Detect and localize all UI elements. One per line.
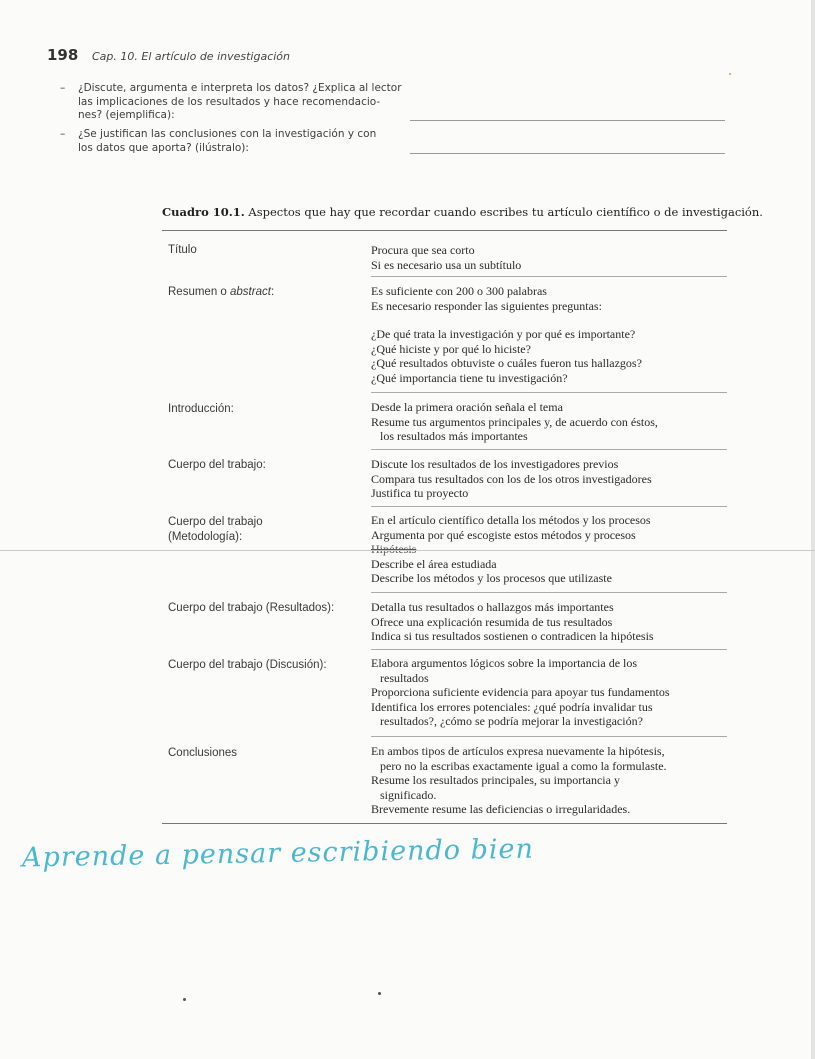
content-line: ¿Qué resultados obtuviste o cuáles fueron tus hallazgos? bbox=[371, 356, 642, 370]
question-line: ¿Discute, argumenta e interpreta los datos? ¿Explica al lector bbox=[78, 82, 402, 94]
content-line: resultados bbox=[380, 670, 429, 685]
caption-text: Aspectos que hay que recordar cuando escribes tu artículo científico o de investigación. bbox=[248, 205, 763, 219]
label-line: (Metodología): bbox=[168, 530, 243, 543]
content-line: significado. bbox=[380, 787, 437, 802]
caption-number: Cuadro 10.1. bbox=[162, 205, 245, 219]
content-line: Justifica tu proyecto bbox=[371, 486, 469, 500]
spacer bbox=[371, 313, 731, 327]
bullet-dash: – bbox=[60, 82, 66, 94]
row-label: Cuerpo del trabajo (Resultados): bbox=[168, 602, 335, 614]
row-content bbox=[371, 243, 731, 272]
row-content bbox=[371, 284, 731, 385]
row-label bbox=[168, 285, 274, 300]
row-divider bbox=[371, 736, 727, 737]
question-text bbox=[78, 128, 408, 155]
question-text bbox=[78, 82, 408, 123]
row-content bbox=[371, 656, 731, 729]
label-italic: abstract bbox=[230, 286, 271, 298]
row-label: Cuerpo del trabajo (Discusión): bbox=[168, 659, 327, 671]
table-bottom-rule bbox=[162, 823, 727, 824]
content-line: los resultados más importantes bbox=[380, 429, 528, 443]
content-line: Elabora argumentos lógicos sobre la importancia de los bbox=[371, 656, 638, 670]
row-divider bbox=[371, 649, 727, 650]
row-content bbox=[371, 744, 731, 817]
page-number: 198 bbox=[47, 46, 79, 64]
content-line: Identifica los errores potenciales: ¿qué podría invalidar tus bbox=[371, 699, 653, 714]
row-divider bbox=[371, 276, 727, 277]
question-line: los datos que aporta? (ilústralo): bbox=[78, 141, 249, 154]
page-edge-shadow bbox=[811, 0, 815, 1059]
row-label: Título bbox=[168, 244, 197, 256]
content-line: Es necesario responder las siguientes preguntas: bbox=[371, 298, 602, 313]
bullet-dash: – bbox=[60, 128, 66, 140]
chapter-title: Cap. 10. El artículo de investigación bbox=[92, 50, 291, 63]
table-caption bbox=[162, 205, 763, 219]
row-label: Conclusiones bbox=[168, 747, 238, 759]
content-line: ¿De qué trata la investigación y por qué es importante? bbox=[371, 327, 636, 341]
row-divider bbox=[371, 392, 727, 393]
question-line: ¿Se justifican las conclusiones con la investigación y con bbox=[78, 128, 377, 140]
content-line: Es suficiente con 200 o 300 palabras bbox=[371, 284, 547, 298]
row-content bbox=[371, 400, 731, 444]
label-tail: : bbox=[270, 286, 275, 298]
table-top-rule bbox=[162, 230, 727, 231]
row-label: Cuerpo del trabajo: bbox=[168, 459, 266, 471]
content-line: Brevemente resume las deficiencias o irregularidades. bbox=[371, 802, 631, 816]
content-line: Proporciona suficiente evidencia para apoyar tus fundamentos bbox=[371, 685, 670, 699]
content-line: Procura que sea corto bbox=[371, 243, 475, 257]
content-line: Detalla tus resultados o hallazgos más importantes bbox=[371, 600, 614, 614]
content-line: pero no la escribas exactamente igual a como la formulaste. bbox=[380, 758, 667, 773]
content-line: Desde la primera oración señala el tema bbox=[371, 400, 563, 414]
content-line: ¿Qué hiciste y por qué lo hiciste? bbox=[371, 341, 531, 356]
content-line: Ofrece una explicación resumida de tus resultados bbox=[371, 614, 613, 629]
content-line: Si es necesario usa un subtítulo bbox=[371, 257, 522, 272]
row-label: Introducción: bbox=[168, 403, 234, 415]
handwritten-note: Aprende a pensar escribiendo bien bbox=[21, 833, 535, 874]
content-line: resultados?, ¿cómo se podría mejorar la investigación? bbox=[380, 714, 643, 728]
row-content bbox=[371, 457, 731, 501]
content-line-struck: Hipótesis bbox=[371, 542, 417, 556]
content-line: En ambos tipos de artículos expresa nuevamente la hipótesis, bbox=[371, 744, 665, 758]
scan-artifact-line bbox=[0, 550, 815, 551]
content-line: Compara tus resultados con los de los otros investigadores bbox=[371, 471, 652, 486]
content-line: Resume los resultados principales, su importancia y bbox=[371, 773, 620, 787]
speck bbox=[729, 73, 731, 75]
row-divider bbox=[371, 506, 727, 507]
answer-line bbox=[410, 120, 725, 121]
speck bbox=[183, 998, 186, 1001]
label-text: Resumen o bbox=[168, 286, 231, 298]
speck bbox=[378, 992, 381, 995]
content-line: En el artículo científico detalla los métodos y los procesos bbox=[371, 513, 651, 527]
row-label bbox=[168, 515, 263, 544]
content-line: Describe los métodos y los procesos que utilizaste bbox=[371, 571, 612, 585]
content-line: Describe el área estudiada bbox=[371, 556, 497, 571]
question-line: nes? (ejemplifica): bbox=[78, 109, 175, 121]
content-line: ¿Qué importancia tiene tu investigación? bbox=[371, 370, 568, 385]
content-line: Indica si tus resultados sostienen o contradicen la hipótesis bbox=[371, 629, 654, 643]
question-line: las implicaciones de los resultados y hace recomendacio- bbox=[78, 95, 381, 108]
content-line: Discute los resultados de los investigadores previos bbox=[371, 457, 619, 471]
label-line: Cuerpo del trabajo bbox=[168, 516, 263, 528]
row-divider bbox=[371, 449, 727, 450]
row-divider bbox=[371, 592, 727, 593]
row-content bbox=[371, 600, 731, 644]
content-line: Argumenta por qué escogiste estos métodos y procesos bbox=[371, 527, 636, 542]
answer-line bbox=[410, 153, 725, 154]
content-line: Resume tus argumentos principales y, de acuerdo con éstos, bbox=[371, 414, 658, 429]
